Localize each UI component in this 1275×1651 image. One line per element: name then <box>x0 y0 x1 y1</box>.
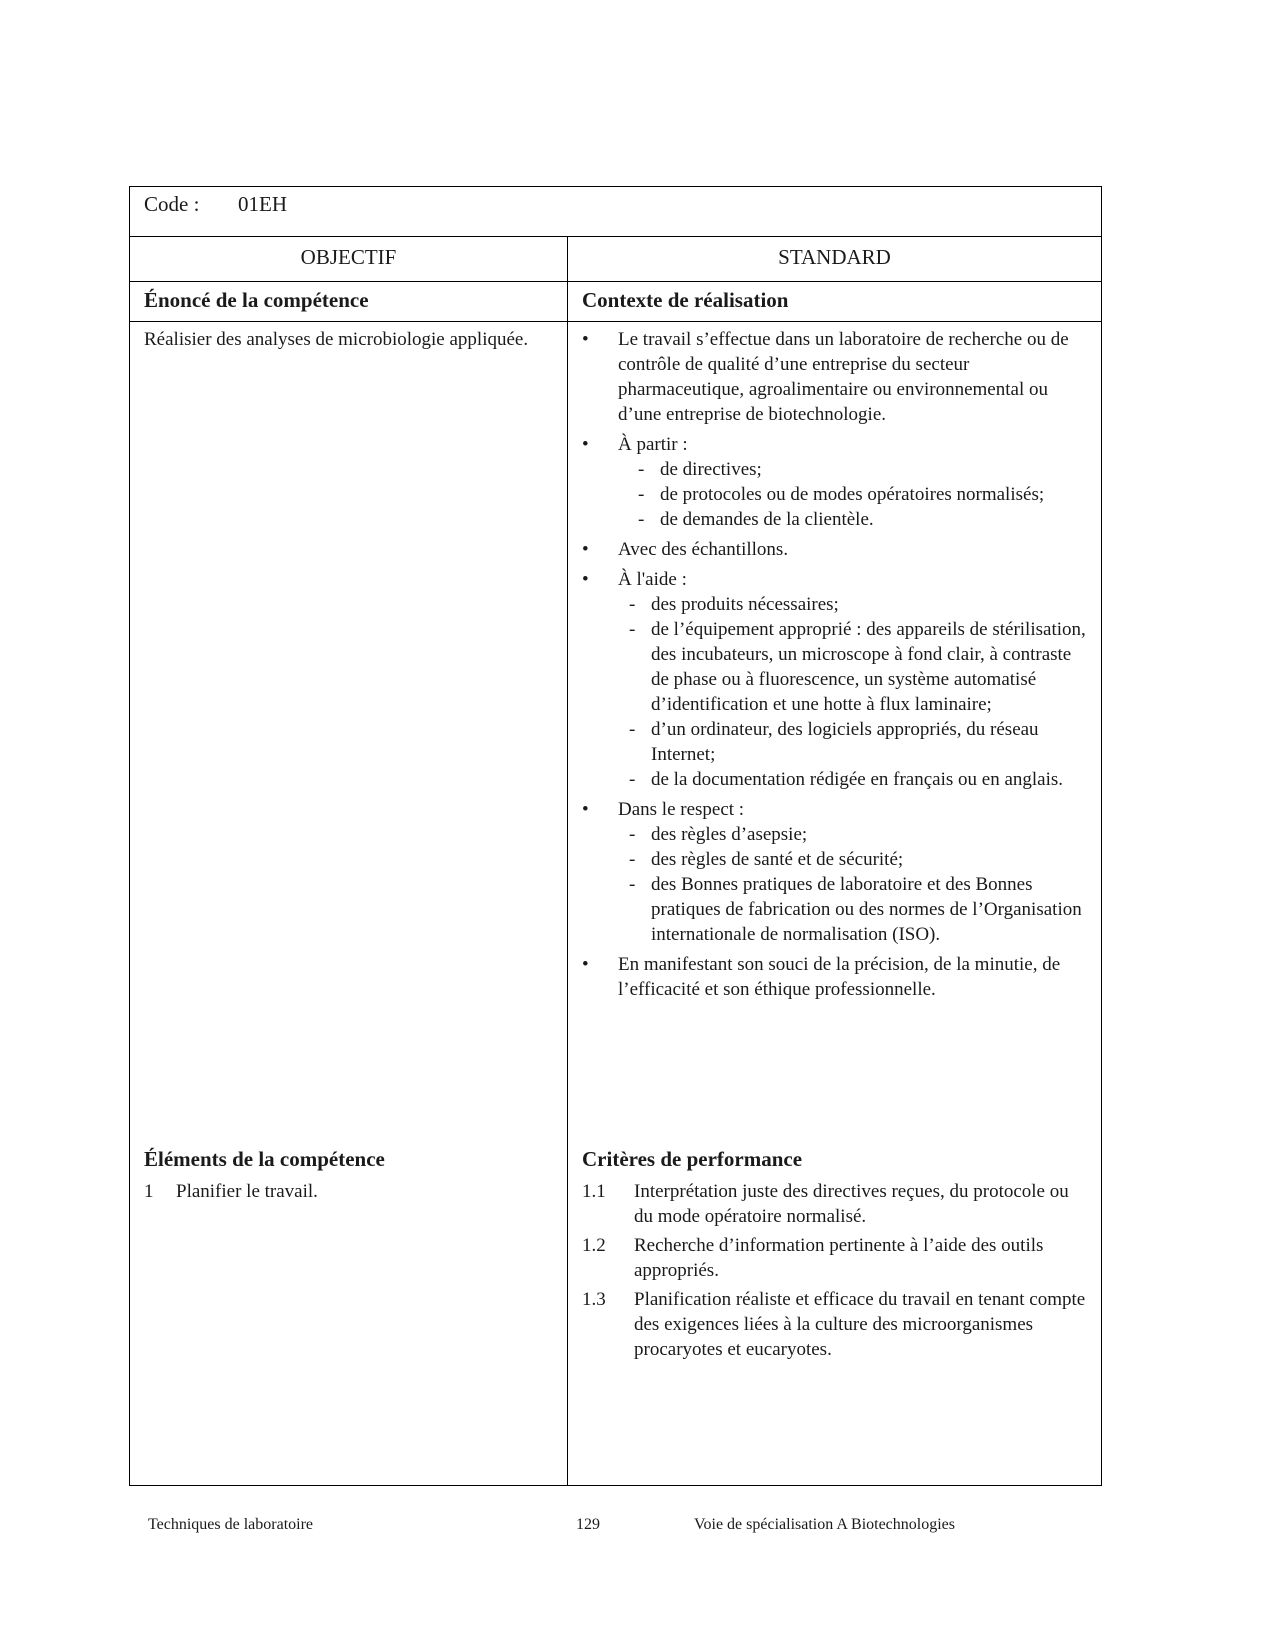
sub-item <box>638 507 1087 532</box>
sub-item <box>629 822 1087 847</box>
column-divider <box>567 237 568 1486</box>
criterion-text: Planification réaliste et efficace du travail en tenant compte des exigences liées à la culture des microorganismes procaryotes et eucaryotes. <box>634 1289 1086 1360</box>
sub-item-text: des Bonnes pratiques de laboratoire et des Bonnes pratiques de fabrication ou des normes de l’Organisation internationale de normalisation (ISO). <box>651 874 1082 945</box>
code-row <box>130 187 1101 237</box>
sub-item-text: des règles d’asepsie; <box>651 824 808 845</box>
bullet-icon: • <box>582 569 589 590</box>
dash-icon: - <box>638 509 645 530</box>
footer-right: Voie de spécialisation A Biotechnologies <box>694 1516 955 1533</box>
dash-icon: - <box>629 824 636 845</box>
context-bullet-6-text: En manifestant son souci de la précision, de la minutie, de l’efficacité et son éthique professionnelle. <box>618 954 1061 1000</box>
sub-item-text: des règles de santé et de sécurité; <box>651 849 904 870</box>
sub-item <box>638 457 1087 482</box>
sub-item-text: de la documentation rédigée en français ou en anglais. <box>651 769 1064 790</box>
dash-icon: - <box>629 619 636 640</box>
code-label: Code : <box>144 192 200 216</box>
context-bullet-1-text: Le travail s’effectue dans un laboratoire de recherche ou de contrôle de qualité d’une entreprise du secteur pharmaceutique, agroalimentaire ou environnemental ou d’une entreprise de biotechnologie. <box>618 329 1069 425</box>
subheader-row <box>130 282 1101 322</box>
dash-icon: - <box>629 769 636 790</box>
dash-icon: - <box>629 874 636 895</box>
criterion-1-1 <box>582 1179 1087 1229</box>
bullet-icon: • <box>582 799 589 820</box>
sub-item <box>629 617 1087 717</box>
sub-item-text: d’un ordinateur, des logiciels appropriés, du réseau Internet; <box>651 719 1039 765</box>
element-number: 1 <box>144 1181 154 1202</box>
criterion-number: 1.1 <box>582 1181 606 1202</box>
sub-item-text: de demandes de la clientèle. <box>660 509 874 530</box>
context-bullet-5-text: Dans le respect : <box>618 799 745 820</box>
contexte-heading: Contexte de réalisation <box>582 288 789 312</box>
sub-item <box>629 717 1087 767</box>
objectif-header: OBJECTIF <box>300 245 397 269</box>
sub-item-text: de directives; <box>660 459 762 480</box>
context-bullet-4-text: À l'aide : <box>618 569 687 590</box>
elements-heading: Éléments de la compétence <box>144 1147 385 1171</box>
element-item-1 <box>144 1179 318 1204</box>
header-row <box>130 237 1101 282</box>
context-bullet-6 <box>582 952 1087 1002</box>
enonce-heading: Énoncé de la compétence <box>144 288 369 312</box>
criteria-heading: Critères de performance <box>582 1147 803 1171</box>
sub-item <box>629 847 1087 872</box>
bullet-icon: • <box>582 539 589 560</box>
dash-icon: - <box>638 484 645 505</box>
sub-item <box>629 767 1087 792</box>
sub-item <box>629 872 1087 947</box>
dash-icon: - <box>629 719 636 740</box>
sub-item <box>629 592 1087 617</box>
competence-statement: Réalisier des analyses de microbiologie appliquée. <box>144 329 529 350</box>
criteria-list <box>582 1179 1087 1366</box>
bullet-icon: • <box>582 329 589 350</box>
context-bullet-3 <box>582 537 1087 562</box>
page-number: 129 <box>576 1516 600 1533</box>
criterion-number: 1.2 <box>582 1235 606 1256</box>
dash-icon: - <box>629 594 636 615</box>
standard-header: STANDARD <box>778 245 891 269</box>
context-bullet-2-text: À partir : <box>618 434 688 455</box>
criterion-1-3 <box>582 1287 1087 1362</box>
criterion-1-2 <box>582 1233 1087 1283</box>
sub-item-text: de l’équipement approprié : des appareils de stérilisation, des incubateurs, un microscope à fond clair, à contraste de phase ou à fluorescence, un système automatisé d’identification et une hotte à flux laminaire; <box>651 619 1086 715</box>
competence-table <box>129 186 1102 1486</box>
context-bullet-4 <box>582 567 1087 792</box>
code-value: 01EH <box>238 192 287 216</box>
criterion-text: Recherche d’information pertinente à l’aide des outils appropriés. <box>634 1235 1044 1281</box>
context-bullet-2 <box>582 432 1087 532</box>
context-bullet-3-text: Avec des échantillons. <box>618 539 789 560</box>
dash-icon: - <box>629 849 636 870</box>
footer-left: Techniques de laboratoire <box>148 1516 314 1533</box>
context-list <box>582 327 1087 1007</box>
bullet-icon: • <box>582 434 589 455</box>
context-bullet-5 <box>582 797 1087 947</box>
sub-item-text: de protocoles ou de modes opératoires normalisés; <box>660 484 1045 505</box>
sub-item <box>638 482 1087 507</box>
element-text: Planifier le travail. <box>176 1181 318 1202</box>
criterion-number: 1.3 <box>582 1289 606 1310</box>
sub-item-text: des produits nécessaires; <box>651 594 839 615</box>
dash-icon: - <box>638 459 645 480</box>
context-bullet-1 <box>582 327 1087 427</box>
criterion-text: Interprétation juste des directives reçues, du protocole ou du mode opératoire normalisé. <box>634 1181 1069 1227</box>
bullet-icon: • <box>582 954 589 975</box>
